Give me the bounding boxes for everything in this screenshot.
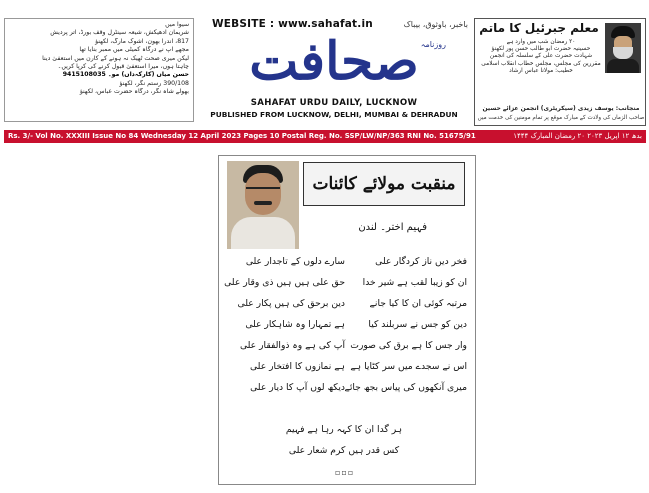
article-title-box bbox=[303, 162, 465, 206]
verse-first-line: مرتبہ کوئی ان کا کیا جانے bbox=[369, 298, 467, 309]
english-subtitle: PUBLISHED FROM LUCKNOW, DELHI, MUMBAI & DEHRADUN bbox=[210, 110, 458, 119]
ad-footer: صاحب الزماں کی ولادت کے مبارک موقع پر تمام مومنین کی خدمت میں bbox=[477, 115, 645, 121]
notice-line: حسن میاں (کارکہ‌داں) مو۔ 9415108035 bbox=[62, 71, 189, 79]
urdu-date: بدھ ۱۲ اپریل ۲۰۲۳ ۲۰ رمضان المبارک ۱۴۴۴ bbox=[513, 132, 642, 140]
ad-sponsor: منجانب: یوسف زیدی (سیکریٹری) انجمن عزائے حسین bbox=[482, 105, 640, 112]
poem-verses bbox=[225, 256, 469, 403]
ad-line: خطیب: مولانا عباس ارشاد bbox=[509, 67, 573, 74]
advertisement-box bbox=[474, 18, 646, 126]
verse-row bbox=[225, 256, 469, 277]
verse-second-line: حق علی ہیں ہیں ذی وقار علی bbox=[224, 277, 345, 288]
photo-shirt bbox=[231, 217, 295, 249]
notice-left bbox=[4, 18, 194, 122]
notice-line: سیوا میں bbox=[165, 21, 189, 28]
verse-row bbox=[225, 382, 469, 403]
verse-second-line: آپ کی ہے وہ ذوالفقار علی bbox=[239, 340, 345, 351]
verse-row bbox=[225, 277, 469, 298]
article-title: منقبت مولائے کائنات bbox=[312, 174, 456, 194]
verse-second-line: ہے نمازوں کا افتخار علی bbox=[250, 361, 345, 372]
verse-first-line: فخر دیں ناز کردگار علی bbox=[375, 256, 467, 267]
verse-first-line: دین کو جس نے سربلند کیا bbox=[368, 319, 467, 330]
notice-line: چاہتا ہوں، میرا استعفیٰ قبول کرنے کی کرپا کریں۔ bbox=[57, 63, 189, 71]
notice-line: بھولے شاہ نگر، درگاہ حضرت عباس، لکھنؤ bbox=[79, 88, 189, 96]
closing-verse-line: کس قدر ہیں کرم شعار علی bbox=[288, 445, 400, 456]
english-title: SAHAFAT URDU DAILY, LUCKNOW bbox=[250, 98, 418, 108]
article-author: فہیم اختر۔ لندن bbox=[358, 222, 427, 233]
portrait-beard bbox=[613, 47, 633, 59]
masthead bbox=[0, 0, 649, 128]
photo-glasses bbox=[246, 187, 280, 197]
portrait-robe bbox=[607, 59, 639, 73]
notice-line: 817، اندرا بھون، اشوک مارگ، لکھنؤ bbox=[95, 37, 189, 45]
ad-line: شہادت حضرت علی کے سلسلہ کی انجمن bbox=[489, 53, 593, 60]
verse-first-line: وار جس کا ہے برق کی صورت bbox=[350, 340, 467, 351]
ad-title: معلم جبرئیل کا ماتم bbox=[479, 21, 599, 35]
notice-line: مجھے آپ نے درگاہ کمیٹی میں ممبر بنایا تھا bbox=[79, 46, 189, 54]
verse-second-line: سارے دلوں کے تاجدار علی bbox=[245, 256, 345, 267]
author-photo bbox=[227, 161, 299, 249]
verse-row bbox=[225, 340, 469, 361]
tagline: باخبر، باوثوق، بیباک bbox=[403, 20, 468, 29]
notice-line: 390/108 رستم نگر، لکھنؤ bbox=[119, 79, 189, 87]
ad-lines bbox=[478, 39, 604, 75]
ad-line: ۲۰ رمضان شب میں وارد ہے bbox=[506, 39, 576, 45]
verse-row bbox=[225, 361, 469, 382]
cleric-portrait bbox=[605, 23, 641, 73]
verse-second-line: ہے تمہارا وہ شاہکار علی bbox=[245, 319, 345, 330]
verse-first-line: میری آنکھوں کی پیاس بجھ جائے bbox=[344, 382, 467, 393]
issue-meta: Rs. 3/- Vol No. XXXIII Issue No 84 Wednesday 12 April 2023 Pages 10 Postal Reg. No. SSP/LW/NP/363 RNI No. 51675/91 bbox=[8, 132, 476, 140]
verse-first-line: اس نے سجدے میں سر کٹایا ہے bbox=[350, 361, 467, 372]
ad-line: مقررین کی مجلس، مجلس خطاب انقلاب اسلامی bbox=[481, 60, 601, 67]
article-clipping bbox=[218, 155, 476, 485]
notice-line: شریمان ادھیکش، شیعہ سینٹرل وقف بورڈ، اتر پردیش bbox=[50, 29, 189, 37]
notice-line: لیکن میری صحت ٹھیک نہ ہونے کے کارن میں استعفیٰ دینا bbox=[42, 54, 189, 62]
end-ornament: ▫▫▫ bbox=[335, 468, 355, 477]
verse-second-line: دین برحق کی ہیں پکار علی bbox=[237, 298, 345, 309]
verse-row bbox=[225, 319, 469, 340]
logo-prefix: روزنامہ bbox=[420, 40, 446, 49]
ad-line: حسینیہ حضرت ابو طالب حسن پور لکھنؤ bbox=[491, 46, 591, 53]
verse-row bbox=[225, 298, 469, 319]
verse-first-line: ان کو زیبا لقب ہے شیر خدا bbox=[362, 277, 467, 288]
newspaper-logo: صحافت bbox=[249, 31, 419, 92]
newspaper-header bbox=[198, 18, 470, 126]
closing-verse-line: ہر گدا ان کا کہہ رہا ہے فہیم bbox=[285, 424, 403, 435]
website-link[interactable]: WEBSITE : www.sahafat.in bbox=[212, 18, 373, 30]
photo-moustache bbox=[254, 201, 272, 205]
verse-second-line: دیکھ لوں آپ کا دیار علی bbox=[250, 382, 345, 393]
issue-info-bar bbox=[4, 130, 646, 143]
